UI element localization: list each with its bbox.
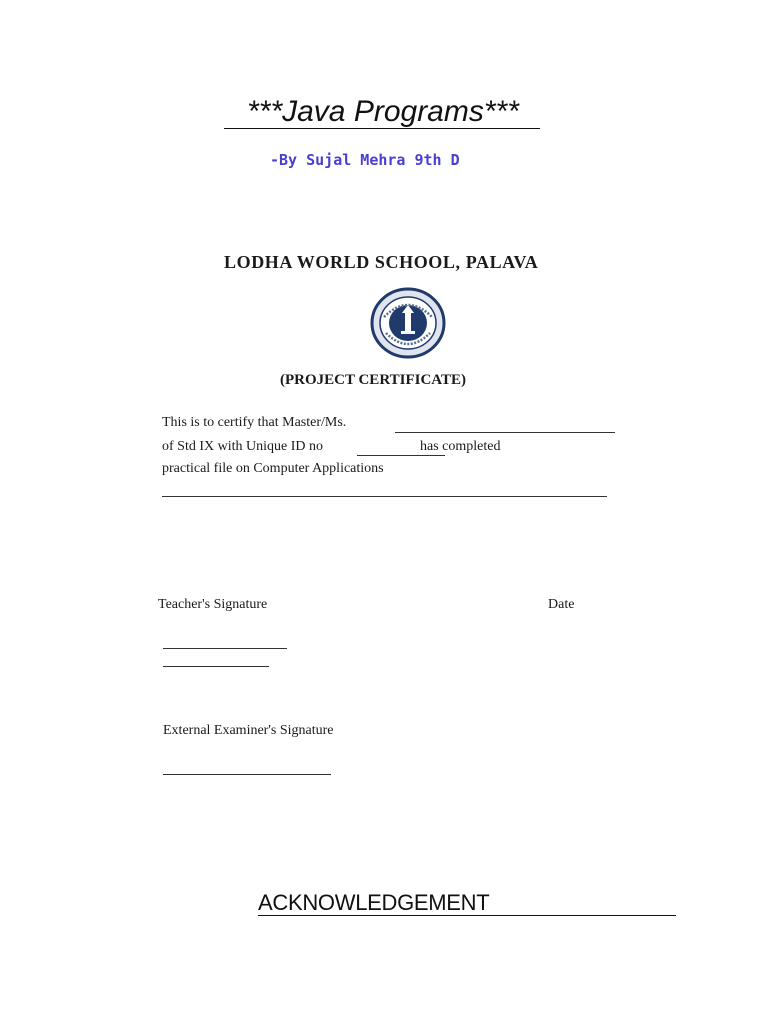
- external-examiner-label: External Examiner's Signature: [163, 723, 334, 738]
- certificate-line-blank: [162, 496, 607, 497]
- name-blank: [395, 432, 615, 433]
- project-certificate: [150, 236, 630, 796]
- unique-id-blank: [357, 455, 445, 456]
- school-name: LODHA WORLD SCHOOL, PALAVA: [224, 252, 539, 272]
- certify-text: This is to certify that Master/Ms.: [162, 415, 347, 430]
- date-label: Date: [548, 597, 575, 612]
- author-line: -By Sujal Mehra 9th D: [270, 151, 460, 169]
- acknowledgement-heading: ACKNOWLEDGEMENT: [258, 890, 490, 915]
- certificate-heading: (PROJECT CERTIFICATE): [280, 372, 467, 388]
- acknowledgement-underline: [258, 915, 676, 916]
- document-title: ***Java Programs***: [247, 95, 519, 128]
- certificate-line-1: [162, 414, 346, 432]
- teacher-signature-blank-2: [163, 666, 269, 667]
- title-underline: [224, 128, 540, 129]
- external-examiner-blank: [163, 774, 331, 775]
- has-completed-text: has completed: [420, 439, 501, 454]
- teacher-signature-label: Teacher's Signature: [158, 597, 268, 612]
- certificate-line-2: [162, 438, 500, 456]
- std-uid-text: of Std IX with Unique ID no: [162, 439, 323, 454]
- teacher-signature-blank: [163, 648, 287, 649]
- certificate-line-3: practical file on Computer Applications: [162, 461, 384, 476]
- school-logo: [370, 287, 446, 359]
